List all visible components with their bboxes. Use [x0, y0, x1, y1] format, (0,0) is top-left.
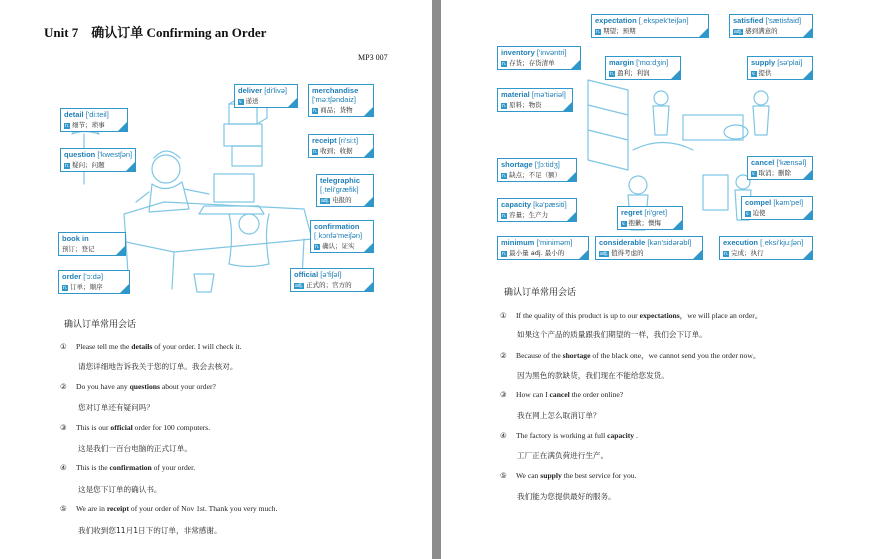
dialogue-en: ① If the quality of this product is up to our expectations，we will place an order。	[500, 311, 763, 320]
vocab-card-telegraphic: telegraphic [ˌteli'græfik] adj. 电报的	[316, 174, 374, 207]
office-illustration	[54, 74, 376, 296]
dialogue-en: ③ How can I cancel the order online?	[500, 390, 624, 399]
vocab-card-merchandise: merchandise ['mə:tʃəndaiz] n. 商品；货物	[308, 84, 374, 117]
vocab-card-supply: supply [sə'plai] v. 提供	[747, 56, 813, 80]
vocab-card-confirmation: confirmation [ˌkɔnfə'meiʃən] n. 确认；证实	[310, 220, 374, 253]
vocab-card-margin: margin ['mɑ:dʒin] n. 盈利；利润	[605, 56, 681, 80]
dialogue-en: ① Please tell me the details of your order. I will check it.	[60, 342, 242, 351]
audio-reference: MP3 007	[358, 53, 388, 62]
vocab-card-receipt: receipt [ri'si:t] n. 收到；收据	[308, 134, 374, 158]
vocab-card-regret: regret [ri'gret] v. 抱歉；懊悔	[617, 206, 683, 230]
dialogue-zh: 因为黑色的款缺货，我们现在不能给您发货。	[517, 371, 669, 380]
left-page	[0, 0, 432, 559]
dialogue-en: ② Because of the shortage of the black one，we cannot send you the order now。	[500, 351, 761, 360]
warehouse-illustration	[493, 10, 815, 265]
dialogue-en: ② Do you have any questions about your order?	[60, 382, 216, 391]
vocab-card-material: material [mə'tiəriəl] n. 原料；物资	[497, 88, 573, 112]
dialogue-zh: 我们能为您提供最好的服务。	[517, 492, 616, 501]
vocab-card-execution: execution [ˌeksi'kju:ʃən] n. 完成；执行	[719, 236, 813, 260]
vocab-card-book-in: book in 预订；登记	[58, 232, 126, 256]
vocab-card-compel: compel [kəm'pel] v. 迫使	[741, 196, 813, 220]
dialogue-en: ④ The factory is working at full capacity .	[500, 431, 638, 440]
vocab-card-cancel: cancel ['kænsəl] v. 取消；删除	[747, 156, 813, 180]
dialogue-zh: 这是您下订单的确认书。	[78, 485, 162, 494]
vocab-card-capacity: capacity [kə'pæsiti] n. 容量；生产力	[497, 198, 577, 222]
section-title: 确认订单常用会话	[504, 288, 577, 298]
vocab-card-minimum: minimum ['miniməm] n. 最小量 adj. 最小的	[497, 236, 589, 260]
dialogue-zh: 您对订单还有疑问吗？	[78, 403, 154, 412]
vocab-card-satisfied: satisfied ['sætisfaid] adj. 感到满意的	[729, 14, 813, 38]
dialogue-zh: 如果这个产品的质量跟我们期望的一样，我们会下订单。	[517, 330, 707, 339]
dialogue-zh: 我在网上怎么取消订单？	[517, 411, 601, 420]
dialogue-en: ⑤ We are in receipt of your order of Nov 1st. Thank you very much.	[60, 504, 278, 513]
vocab-card-official: official [ə'fiʃəl] adj. 正式的；官方的	[290, 268, 374, 292]
dialogue-zh: 这是我们一百台电脑的正式订单。	[78, 444, 192, 453]
right-page	[441, 0, 875, 559]
dialogue-en: ⑤ We can supply the best service for you.	[500, 471, 637, 480]
dialogue-zh: 请您详细地告诉我关于您的订单。我会去核对。	[78, 362, 238, 371]
dialogue-zh: 工厂正在满负荷进行生产。	[517, 451, 609, 460]
vocab-card-question: question ['kwestʃən] n. 疑问；问题	[60, 148, 136, 172]
unit-title: Unit 7 确认订单 Confirming an Order	[44, 25, 267, 40]
vocab-card-deliver: deliver [di'livə] v. 递送	[234, 84, 298, 108]
vocab-card-inventory: inventory ['invəntri] n. 存货；存货清单	[497, 46, 581, 70]
dialogue-en: ④ This is the confirmation of your order.	[60, 463, 196, 472]
vocab-card-considerable: considerable [kən'sidərəbl] adj. 值得考虑的	[595, 236, 703, 260]
dialogue-en: ③ This is our official order for 100 computers.	[60, 423, 211, 432]
vocab-card-detail: detail ['di:teil] n. 细节；琐事	[60, 108, 128, 132]
vocab-card-order: order ['ɔ:də] n. 订单；顺序	[58, 270, 130, 294]
dialogue-zh: 我们收到您11月1日下的订单，非常感谢。	[78, 526, 222, 535]
section-title: 确认订单常用会话	[64, 320, 137, 330]
vocab-card-shortage: shortage ['ʃɔ:tidʒ] n. 缺点；不足（额）	[497, 158, 577, 182]
vocab-card-expectation: expectation [ˌekspek'teiʃən] n. 期望；预期	[591, 14, 709, 38]
